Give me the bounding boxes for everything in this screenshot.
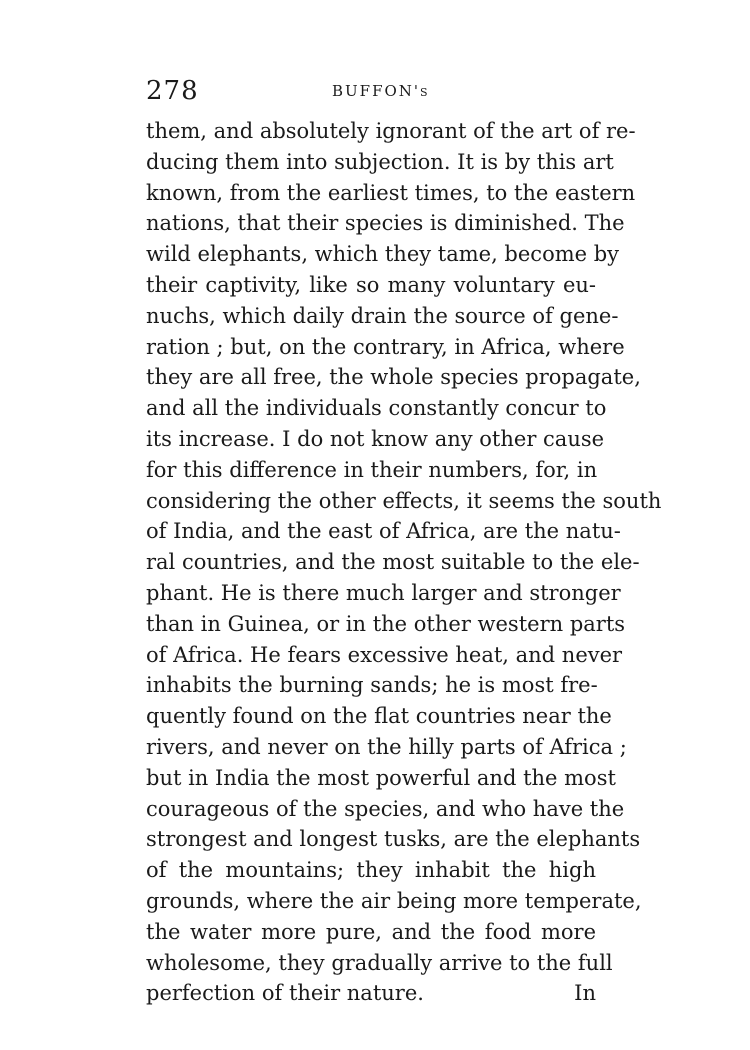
final-line — [146, 978, 596, 1009]
page-number: 278 — [146, 76, 199, 106]
text-line: nations, that their species is diminished. The — [146, 211, 625, 236]
text-line: considering the other effects, it seems the south — [146, 488, 662, 513]
text-line: inhabits the burning sands; he is most fre- — [146, 673, 598, 698]
text-line: ral countries, and the most suitable to the ele- — [146, 550, 640, 575]
text-line: than in Guinea, or in the other western parts — [146, 611, 626, 636]
text-line: ration ; but, on the contrary, in Africa, where — [146, 334, 625, 359]
text-line: grounds, where the air being more temperate, — [146, 888, 642, 913]
running-head — [146, 76, 596, 110]
text-line: they are all free, the whole species propagate, — [146, 365, 641, 390]
text-line: but in India the most powerful and the most — [146, 765, 616, 790]
text-line: of India, and the east of Africa, are the natu- — [146, 519, 621, 544]
running-title: BUFFON's — [332, 82, 430, 100]
text-line: their captivity, like so many voluntary eu- — [146, 272, 596, 297]
text-line: wholesome, they gradually arrive to the full — [146, 950, 613, 975]
text-line: the water more pure, and the food more — [146, 919, 596, 944]
text-line: nuchs, which daily drain the source of gene- — [146, 303, 619, 328]
text-line: and all the individuals constantly concur to — [146, 396, 607, 421]
text-line: for this difference in their numbers, for, in — [146, 457, 598, 482]
text-line: perfection of their nature. — [146, 981, 424, 1006]
text-line: ducing them into subjection. It is by this art — [146, 149, 614, 174]
text-line: of the mountains; they inhabit the high — [146, 858, 596, 883]
text-line: phant. He is there much larger and stronger — [146, 580, 621, 605]
text-line: its increase. I do not know any other cause — [146, 426, 605, 451]
text-line: quently found on the flat countries near the — [146, 704, 612, 729]
text-line: strongest and longest tusks, are the elephants — [146, 827, 641, 852]
text-line: them, and absolutely ignorant of the art of re- — [146, 119, 636, 143]
text-line: known, from the earliest times, to the eastern — [146, 180, 636, 205]
text-line: rivers, and never on the hilly parts of Africa ; — [146, 734, 627, 759]
text-line: courageous of the species, and who have the — [146, 796, 625, 821]
catchword: In — [574, 981, 596, 1006]
body-text — [146, 116, 662, 1009]
text-line: wild elephants, which they tame, become by — [146, 242, 620, 267]
text-line: of Africa. He fears excessive heat, and never — [146, 642, 623, 667]
